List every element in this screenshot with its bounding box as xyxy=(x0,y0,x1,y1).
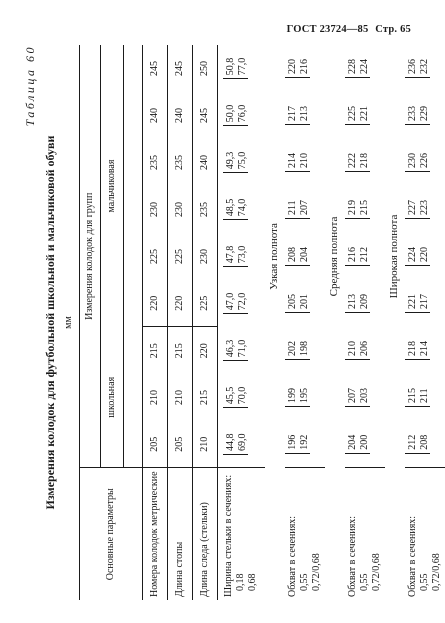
value-pair xyxy=(345,294,370,313)
table-cell xyxy=(285,421,325,468)
table-cell: 245 xyxy=(168,45,193,92)
section-title-row xyxy=(265,45,285,600)
pair-value: 208 xyxy=(418,434,430,450)
table-cell xyxy=(218,233,266,280)
value-pair xyxy=(405,247,430,266)
value-pair xyxy=(285,435,310,454)
table-cell: 215 xyxy=(143,327,168,374)
pair-value: 225 xyxy=(347,106,358,121)
standard-number: ГОСТ 23724—85 xyxy=(286,24,369,35)
table-cell xyxy=(218,374,266,421)
pair-value: 214 xyxy=(287,153,298,168)
pair-value: 74,0 xyxy=(236,198,248,217)
pair-value: 203 xyxy=(358,388,370,403)
section-title-row xyxy=(385,45,405,600)
row-label-line: 0,72/0,68 xyxy=(370,553,382,591)
value-pair xyxy=(405,106,430,125)
pair-value: 46,3 xyxy=(225,339,236,358)
table-cell xyxy=(405,233,445,280)
pair-value: 220 xyxy=(418,247,430,262)
pair-value: 214 xyxy=(418,341,430,356)
table-cell xyxy=(285,327,325,374)
pair-value: 213 xyxy=(298,106,310,121)
table-cell xyxy=(218,92,266,139)
page-header xyxy=(283,24,411,35)
row-label: Длина следа (стельки) xyxy=(193,468,218,600)
table-cell xyxy=(405,421,445,468)
value-pair xyxy=(223,199,248,221)
table-cell xyxy=(285,233,325,280)
pair-value: 47,8 xyxy=(225,245,236,264)
pair-value: 213 xyxy=(347,294,358,309)
value-pair xyxy=(285,59,310,78)
table-cell: 235 xyxy=(143,139,168,186)
pair-value: 198 xyxy=(298,341,310,356)
value-pair xyxy=(285,341,310,360)
pair-value: 201 xyxy=(298,294,310,309)
table-cell: 235 xyxy=(193,186,218,233)
table-cell: 205 xyxy=(168,421,193,468)
table-header-row xyxy=(80,45,101,600)
table-cell xyxy=(345,92,385,139)
table-cell xyxy=(285,45,325,92)
pair-value: 211 xyxy=(418,388,430,403)
value-pair xyxy=(223,246,248,268)
row-label-line: Ширина стельки в сечениях: xyxy=(223,474,234,597)
table-cell: 245 xyxy=(193,92,218,139)
pair-value: 72,0 xyxy=(236,292,248,311)
table-cell xyxy=(218,45,266,92)
table-cell: 220 xyxy=(143,280,168,327)
row-label-line: 0,72/0,68 xyxy=(430,553,442,591)
table-cell: 225 xyxy=(143,233,168,280)
value-pair xyxy=(405,153,430,172)
table-cell xyxy=(345,327,385,374)
table-cell: 210 xyxy=(143,374,168,421)
table-cell xyxy=(345,139,385,186)
value-pair xyxy=(345,153,370,172)
pair-value: 206 xyxy=(358,341,370,356)
table-cell xyxy=(285,92,325,139)
table-cell: 210 xyxy=(193,421,218,468)
table-cell xyxy=(345,421,385,468)
table-cell xyxy=(345,374,385,421)
measurements-table xyxy=(79,45,445,600)
table-cell: 250 xyxy=(193,45,218,92)
pair-value: 221 xyxy=(358,106,370,121)
row-label-line: 0,18 xyxy=(234,573,246,591)
table-cell: 205 xyxy=(143,421,168,468)
pair-value: 222 xyxy=(347,153,358,168)
row-label xyxy=(405,468,445,600)
value-pair xyxy=(345,59,370,78)
table-cell: 220 xyxy=(193,327,218,374)
pair-value: 232 xyxy=(418,59,430,74)
value-pair xyxy=(285,388,310,407)
row-label-line: 0,55 xyxy=(358,573,370,591)
table-cell xyxy=(345,280,385,327)
table-cell xyxy=(405,45,445,92)
value-pair xyxy=(285,247,310,266)
pair-value: 195 xyxy=(298,388,310,403)
pair-value: 49,3 xyxy=(225,151,236,170)
pair-value: 223 xyxy=(418,200,430,215)
table-cell xyxy=(218,186,266,233)
pair-value: 230 xyxy=(407,153,418,168)
pair-value: 73,0 xyxy=(236,245,248,264)
table-body xyxy=(143,45,445,600)
table-row xyxy=(168,45,193,600)
value-pair xyxy=(345,341,370,360)
table-cell: 240 xyxy=(168,92,193,139)
pair-value: 226 xyxy=(418,153,430,168)
table-cell xyxy=(405,186,445,233)
pair-value: 207 xyxy=(347,388,358,403)
table-cell xyxy=(285,374,325,421)
table-cell xyxy=(218,421,266,468)
pair-value: 212 xyxy=(358,247,370,262)
pair-value: 218 xyxy=(358,153,370,168)
pair-value: 215 xyxy=(407,388,418,403)
table-cell: 240 xyxy=(193,139,218,186)
value-pair xyxy=(285,106,310,125)
table-cell xyxy=(345,233,385,280)
table-number: Таблица 60 xyxy=(23,45,37,127)
table-cell xyxy=(218,327,266,374)
section-title: Узкая полнота xyxy=(268,223,281,290)
value-pair xyxy=(285,153,310,172)
pair-value: 236 xyxy=(407,59,418,74)
value-pair xyxy=(223,340,248,362)
value-pair xyxy=(223,152,248,174)
pair-value: 71,0 xyxy=(236,339,248,358)
pair-value: 215 xyxy=(358,200,370,215)
pair-value: 218 xyxy=(407,341,418,356)
pair-value: 77,0 xyxy=(236,57,248,76)
pair-value: 221 xyxy=(407,294,418,309)
value-pair xyxy=(405,59,430,78)
table-row xyxy=(405,45,445,600)
value-pair xyxy=(345,435,370,454)
value-pair xyxy=(405,294,430,313)
value-pair xyxy=(405,200,430,219)
pair-value: 196 xyxy=(287,434,298,450)
value-pair xyxy=(285,200,310,219)
row-label xyxy=(345,468,385,600)
value-pair xyxy=(285,294,310,313)
section-title: Средняя полнота xyxy=(328,216,341,297)
rotated-table-block xyxy=(19,45,442,600)
value-pair xyxy=(345,247,370,266)
pair-value: 47,0 xyxy=(225,292,236,311)
value-pair xyxy=(223,105,248,127)
pair-value: 202 xyxy=(287,341,298,356)
table-cell xyxy=(405,280,445,327)
pair-value: 48,5 xyxy=(225,198,236,217)
params-header: Основные параметры xyxy=(80,468,143,600)
row-label-line: Обхват в сечениях: xyxy=(347,515,358,597)
pair-value: 204 xyxy=(347,434,358,450)
pair-value: 204 xyxy=(298,247,310,262)
pair-value: 217 xyxy=(287,106,298,121)
pair-value: 227 xyxy=(407,200,418,215)
pair-value: 217 xyxy=(418,294,430,309)
table-row xyxy=(143,45,168,600)
table-cell xyxy=(405,327,445,374)
table-row xyxy=(193,45,218,600)
pair-value: 44,8 xyxy=(225,433,236,451)
value-pair xyxy=(345,200,370,219)
row-label: Длина стопы xyxy=(168,468,193,600)
value-pair xyxy=(223,434,248,456)
pair-value: 219 xyxy=(347,200,358,215)
table-cell: 215 xyxy=(193,374,218,421)
table-row xyxy=(285,45,325,600)
page-number: Стр. 65 xyxy=(375,24,411,35)
table-cell: 210 xyxy=(168,374,193,421)
table-cell xyxy=(345,45,385,92)
pair-value: 210 xyxy=(347,341,358,356)
pair-value: 229 xyxy=(418,106,430,121)
value-pair xyxy=(223,293,248,315)
pair-value: 75,0 xyxy=(236,151,248,170)
row-label xyxy=(218,468,266,600)
table-cell xyxy=(285,280,325,327)
pair-value: 192 xyxy=(298,434,310,450)
section-title-row xyxy=(325,45,345,600)
table-cell: 220 xyxy=(168,280,193,327)
group-header: Измерения колодок для групп xyxy=(80,45,101,468)
pair-value: 207 xyxy=(298,200,310,215)
table-cell xyxy=(405,139,445,186)
table-cell xyxy=(285,186,325,233)
table-unit: мм xyxy=(63,316,74,329)
row-label-line: 0,72/0,68 xyxy=(310,553,322,591)
table-cell: 230 xyxy=(143,186,168,233)
pair-value: 211 xyxy=(287,200,298,215)
pair-value: 209 xyxy=(358,294,370,309)
value-pair xyxy=(345,388,370,407)
pair-value: 70,0 xyxy=(236,386,248,405)
pair-value: 208 xyxy=(287,247,298,262)
row-label xyxy=(285,468,325,600)
pair-value: 76,0 xyxy=(236,104,248,123)
value-pair xyxy=(223,387,248,409)
table-title: Измерения колодок для футбольной школьной и мальчиковой обуви xyxy=(43,135,57,510)
value-pair xyxy=(223,58,248,80)
table-cell xyxy=(285,139,325,186)
table-cell: 230 xyxy=(193,233,218,280)
value-pair xyxy=(405,341,430,360)
table-cell: 245 xyxy=(143,45,168,92)
table-row xyxy=(218,45,266,600)
group-boys: мальчиковая xyxy=(101,45,124,327)
pair-value: 210 xyxy=(298,153,310,168)
pair-value: 220 xyxy=(287,59,298,74)
pair-value: 200 xyxy=(358,434,370,450)
pair-value: 50,8 xyxy=(225,57,236,76)
table-cell: 230 xyxy=(168,186,193,233)
pair-value: 45,5 xyxy=(225,386,236,405)
pair-value: 216 xyxy=(298,59,310,74)
value-pair xyxy=(405,388,430,407)
table-cell: 225 xyxy=(168,233,193,280)
table-cell: 225 xyxy=(193,280,218,327)
row-label-line: 0,55 xyxy=(418,573,430,591)
row-label: Номера колодок метрические xyxy=(143,468,168,600)
row-label-line: 0,68 xyxy=(246,573,258,591)
table-cell xyxy=(405,92,445,139)
pair-value: 205 xyxy=(287,294,298,309)
row-label-line: Обхват в сечениях: xyxy=(407,515,418,597)
pair-value: 50,0 xyxy=(225,104,236,123)
pair-value: 212 xyxy=(407,434,418,450)
table-cell xyxy=(218,280,266,327)
value-pair xyxy=(345,106,370,125)
row-label-line: Обхват в сечениях: xyxy=(287,515,298,597)
table-cell: 240 xyxy=(143,92,168,139)
table-cell xyxy=(405,374,445,421)
table-row xyxy=(345,45,385,600)
row-label-line: 0,55 xyxy=(298,573,310,591)
pair-value: 69,0 xyxy=(236,433,248,451)
value-pair xyxy=(405,435,430,454)
pair-value: 233 xyxy=(407,106,418,121)
pair-value: 199 xyxy=(287,388,298,403)
pair-value: 224 xyxy=(407,247,418,262)
group-school: школьная xyxy=(101,327,124,468)
pair-value: 216 xyxy=(347,247,358,262)
table-cell xyxy=(218,139,266,186)
table-cell xyxy=(345,186,385,233)
table-cell: 235 xyxy=(168,139,193,186)
pair-value: 228 xyxy=(347,59,358,74)
table-cell: 215 xyxy=(168,327,193,374)
section-title: Широкая полнота xyxy=(388,214,401,299)
pair-value: 224 xyxy=(358,59,370,74)
